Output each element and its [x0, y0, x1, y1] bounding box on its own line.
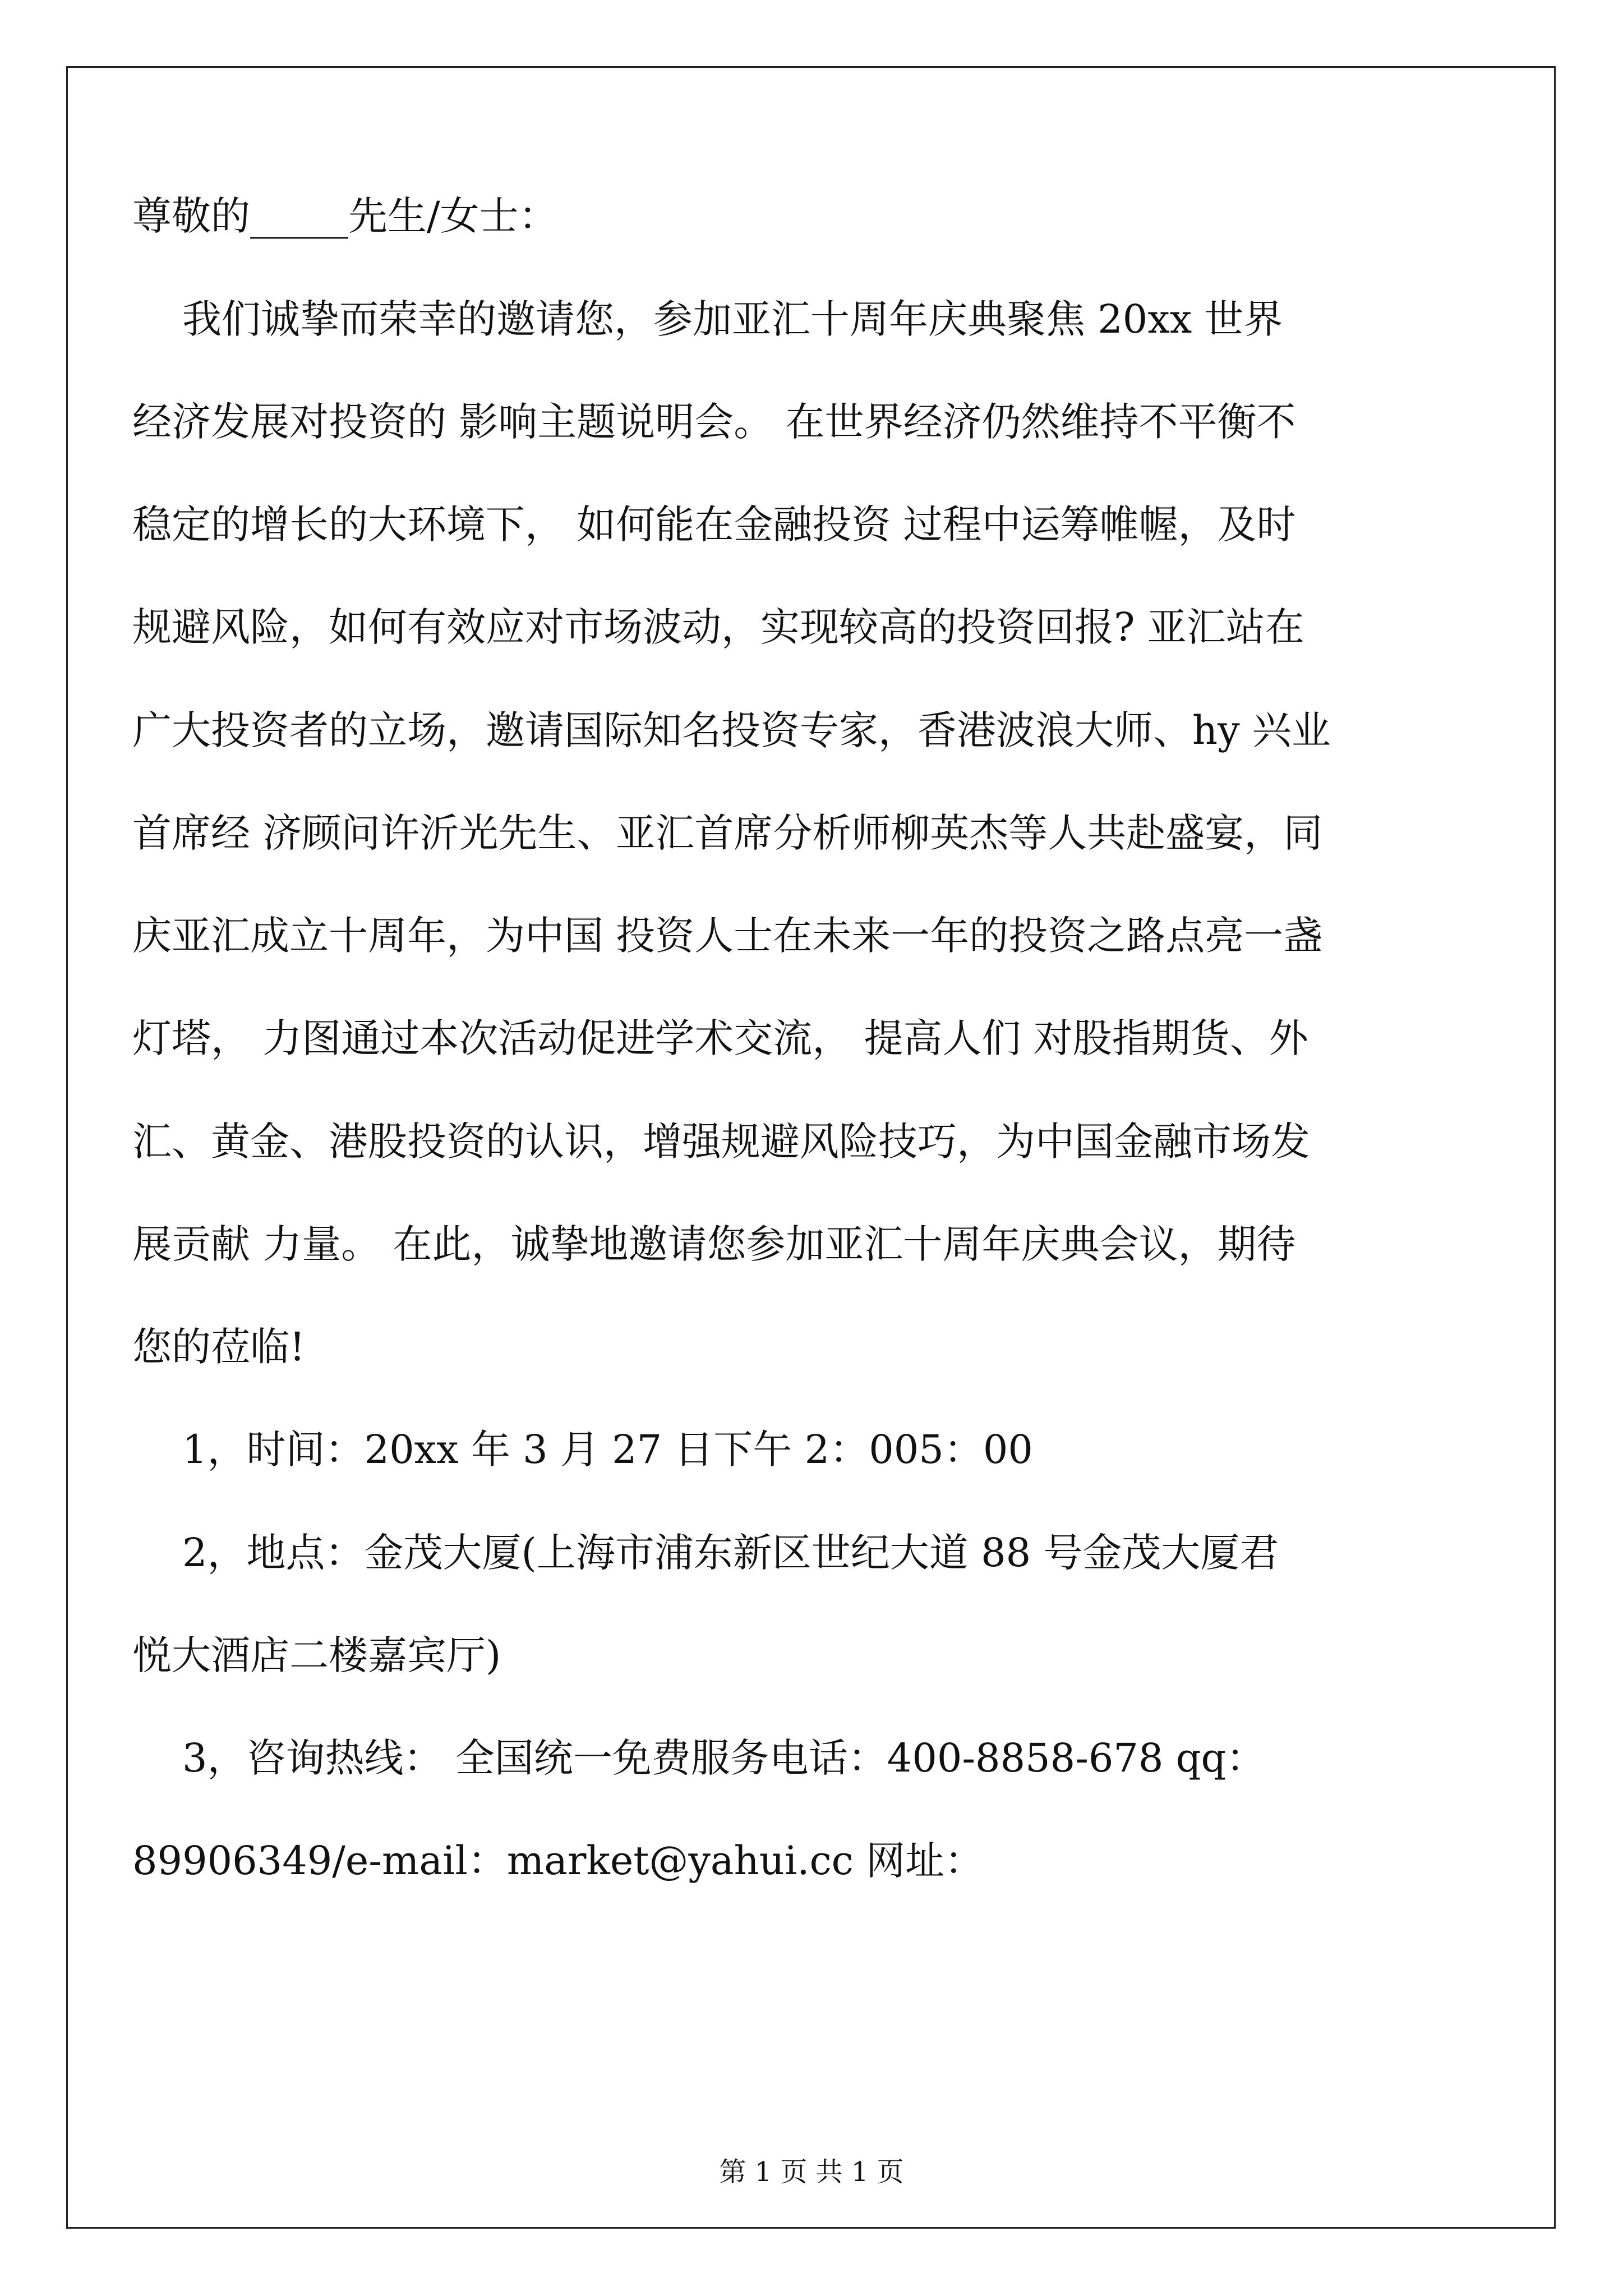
page-footer: 第 1 页 共 1 页	[719, 2156, 904, 2188]
contact-email: 89906349/e-mail：market@yahui.cc 网址：	[132, 1838, 984, 1884]
paragraph-line: 首席经 济顾问许沂光先生、亚汇首席分析师柳英杰等人共赴盛宴，同	[132, 810, 1323, 856]
salutation: 尊敬的_____先生/女士：	[132, 193, 558, 239]
paragraph-line: 展贡献 力量。 在此，诚挚地邀请您参加亚汇十周年庆典会议，期待	[132, 1221, 1296, 1267]
event-location-cont: 悦大酒店二楼嘉宾厅)	[132, 1632, 501, 1678]
paragraph-line: 庆亚汇成立十周年，为中国 投资人士在未来一年的投资之路点亮一盏	[132, 913, 1323, 959]
paragraph-line: 规避风险，如何有效应对市场波动，实现较高的投资回报? 亚汇站在	[132, 604, 1304, 650]
paragraph-line: 灯塔， 力图通过本次活动促进学术交流， 提高人们 对股指期货、外	[132, 1015, 1308, 1061]
event-location: 2，地点：金茂大厦(上海市浦东新区世纪大道 88 号金茂大厦君	[132, 1530, 1279, 1576]
paragraph-line: 我们诚挚而荣幸的邀请您，参加亚汇十周年庆典聚焦 20xx 世界	[132, 296, 1283, 342]
contact-hotline: 3，咨询热线： 全国统一免费服务电话：400-8858-678 qq：	[132, 1735, 1266, 1781]
paragraph-line: 您的莅临!	[132, 1324, 306, 1370]
paragraph-line: 广大投资者的立场，邀请国际知名投资专家，香港波浪大师、hy 兴业	[132, 707, 1331, 753]
event-time: 1，时间：20xx 年 3 月 27 日下午 2：005：00	[132, 1427, 1033, 1473]
paragraph-line: 经济发展对投资的 影响主题说明会。 在世界经济仍然维持不平衡不	[132, 399, 1296, 445]
paragraph-line: 稳定的增长的大环境下， 如何能在金融投资 过程中运筹帷幄，及时	[132, 501, 1296, 547]
paragraph-line: 汇、黄金、港股投资的认识，增强规避风险技巧，为中国金融市场发	[132, 1119, 1310, 1165]
